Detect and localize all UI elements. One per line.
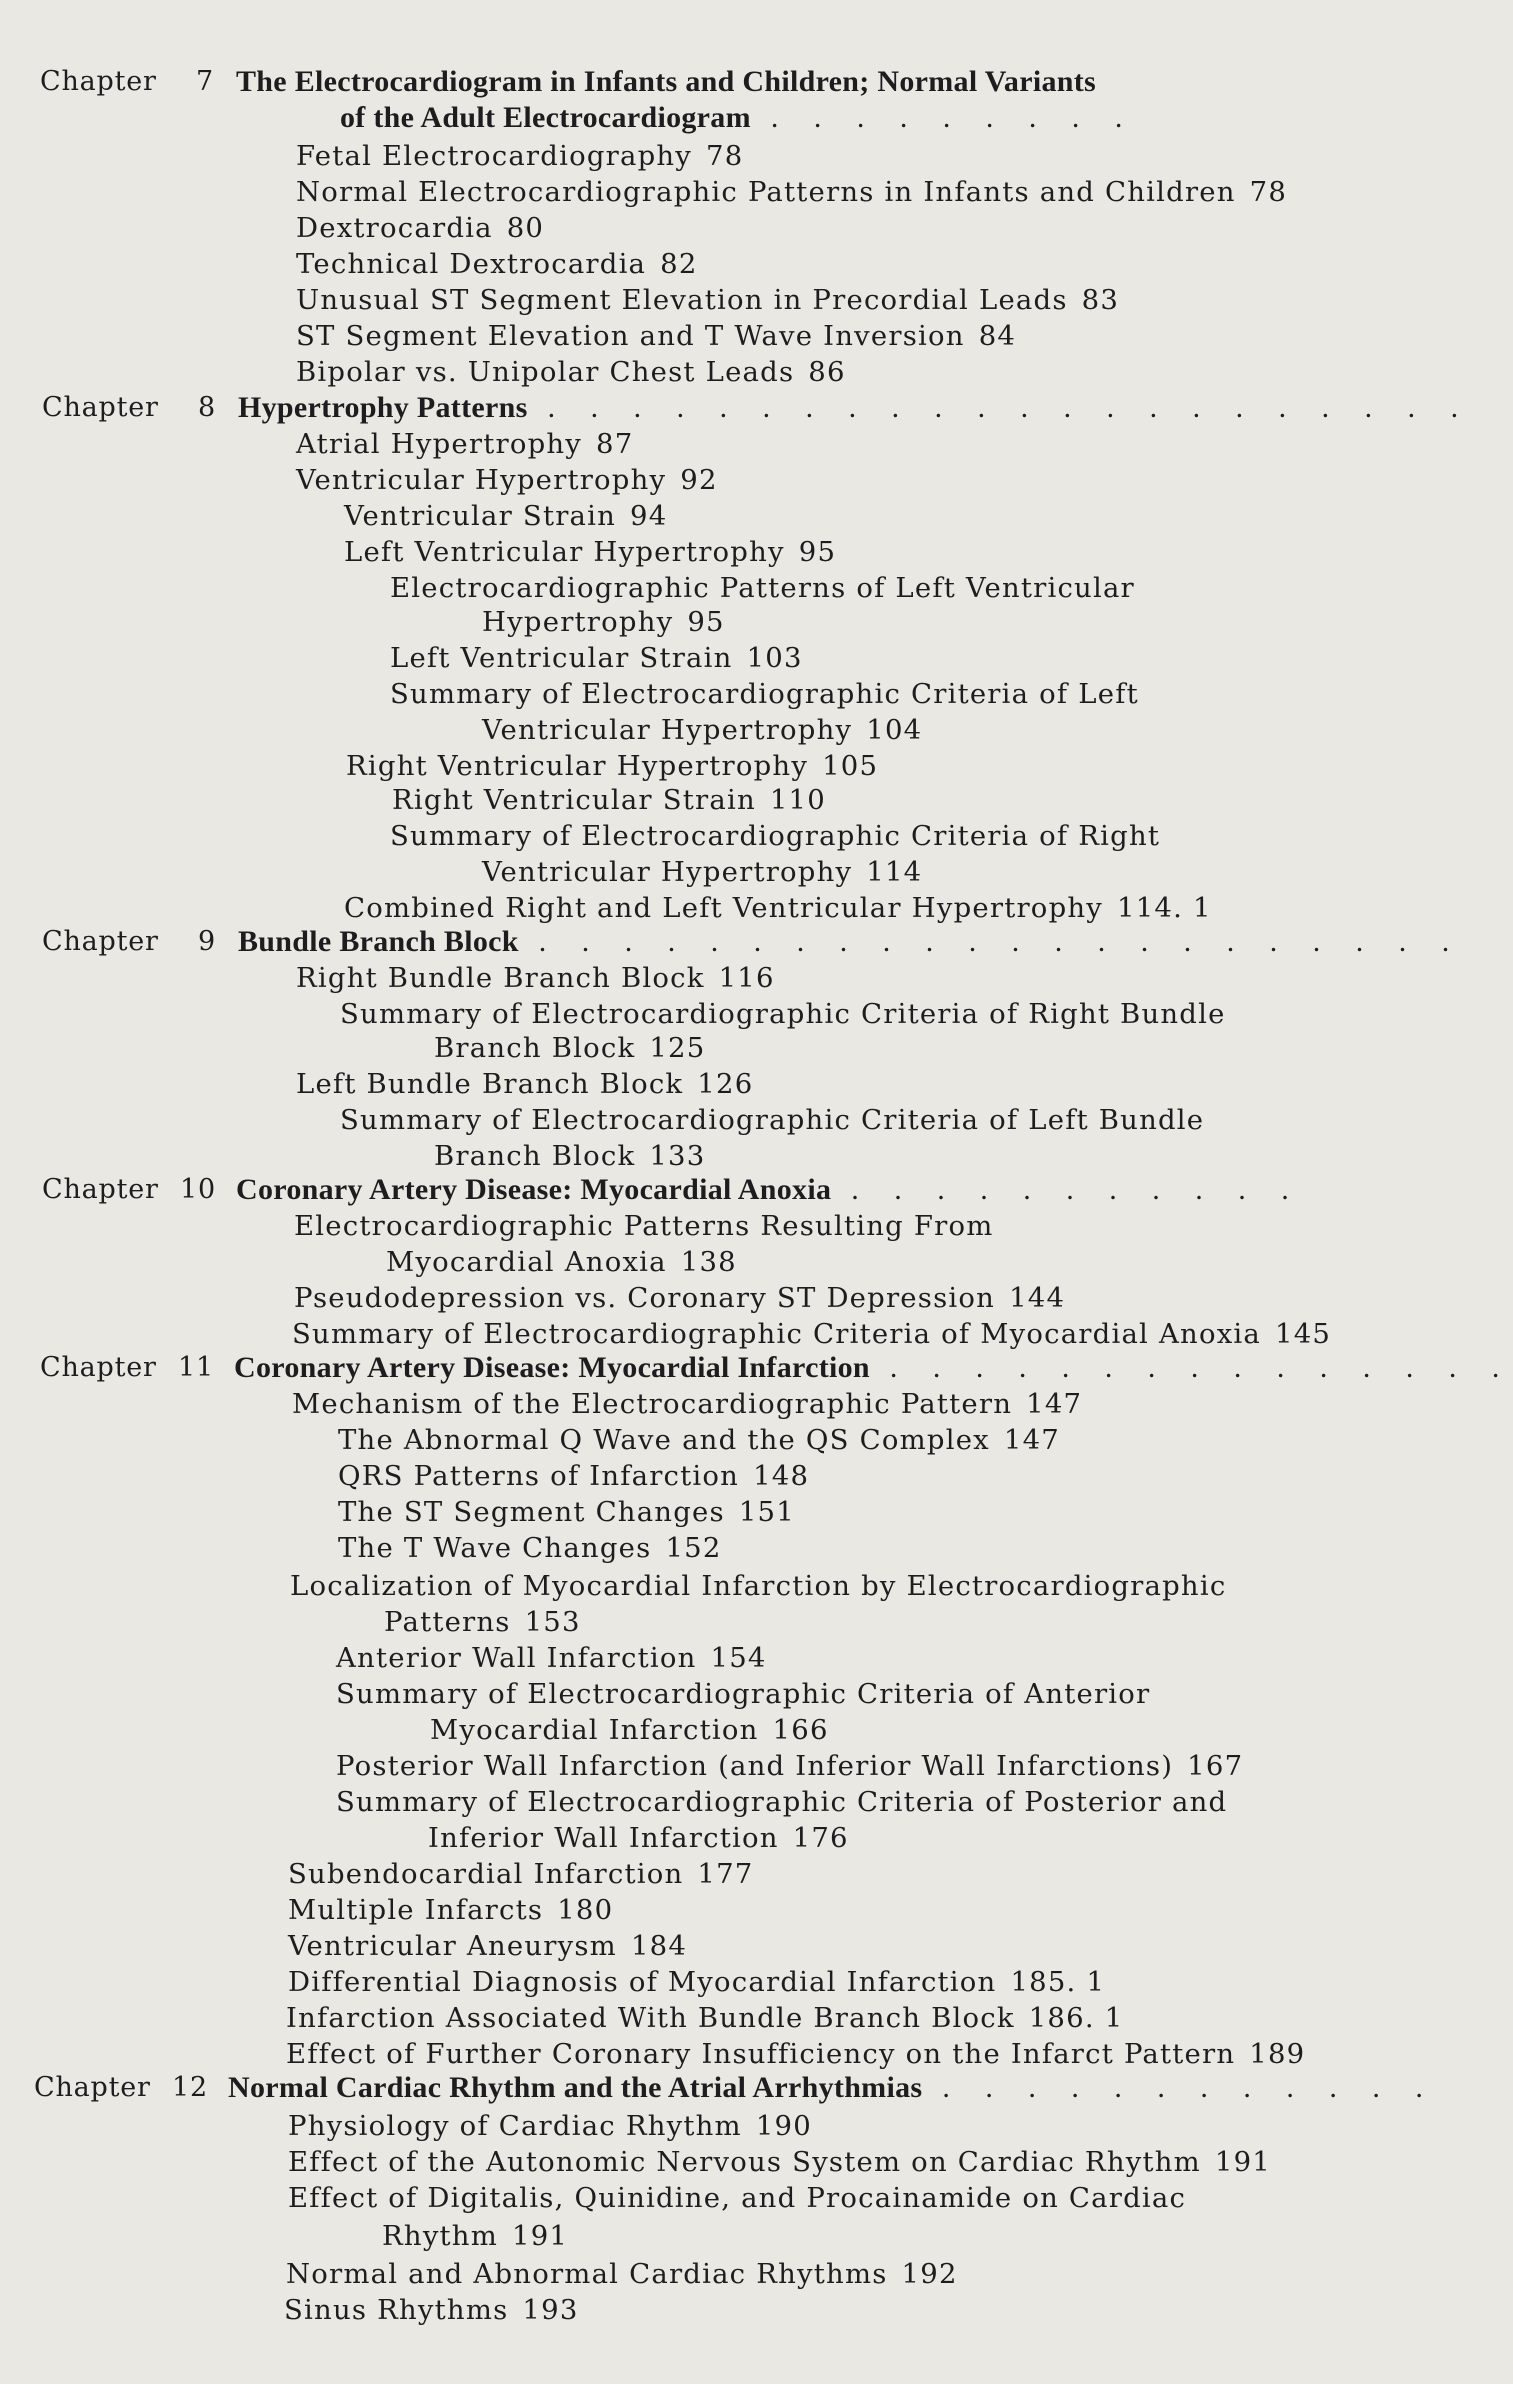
- entry-title-continued: Ventricular Hypertrophy: [482, 856, 853, 888]
- chapter-label: Chapter: [34, 2072, 151, 2103]
- entry-page: 82: [660, 248, 698, 280]
- entry-title: Physiology of Cardiac Rhythm: [288, 2110, 742, 2142]
- entry-page: 151: [738, 1496, 795, 1528]
- entry-title: Technical Dextrocardia: [296, 248, 647, 280]
- entry-page: 193: [522, 2294, 579, 2326]
- entry-page: 192: [901, 2258, 958, 2290]
- dot-leader: . . . . . . . . . . . . . . . . . . . . . .: [547, 391, 1473, 424]
- entry-title: Left Ventricular Strain: [390, 642, 733, 674]
- entry-title-continued: Branch Block: [434, 1032, 636, 1064]
- chapter-number: 12: [172, 2072, 208, 2103]
- dot-leader: . . . . . . . . . . . . . . .: [889, 1351, 1513, 1384]
- entry-page: 184: [630, 1930, 688, 1962]
- entry-title-continued: Branch Block: [434, 1140, 636, 1172]
- entry-title: ST Segment Elevation and T Wave Inversion: [296, 320, 965, 352]
- entry-title: Infarction Associated With Bundle Branch Block: [286, 2002, 1015, 2034]
- entry-title: Atrial Hypertrophy: [296, 428, 583, 460]
- entry-title: Summary of Electrocardiographic Criteria of Left: [390, 678, 1139, 710]
- entry-page: 126: [697, 1068, 754, 1100]
- chapter-title: Coronary Artery Disease: Myocardial Anoxia: [236, 1173, 832, 1206]
- entry-page: 186. 1: [1028, 2002, 1124, 2034]
- entry-title-continued: Rhythm: [382, 2220, 498, 2252]
- chapter-label: Chapter: [42, 392, 159, 423]
- entry-page: 148: [753, 1460, 810, 1492]
- entry-page: 95: [798, 536, 837, 568]
- chapter-number: 7: [196, 66, 214, 97]
- entry-page: 144: [1009, 1282, 1066, 1314]
- entry-title: Left Ventricular Hypertrophy: [344, 536, 785, 568]
- entry-page: 154: [710, 1642, 767, 1674]
- entry-page: 145: [1275, 1318, 1332, 1350]
- chapter-number: 9: [198, 926, 216, 957]
- entry-page: 125: [649, 1032, 706, 1064]
- entry-title: Summary of Electrocardiographic Criteria of Anterior: [336, 1678, 1151, 1710]
- chapter-title: Normal Cardiac Rhythm and the Atrial Arrhythmias: [228, 2071, 923, 2104]
- entry-title-continued: Myocardial Infarction: [430, 1714, 759, 1746]
- entry-title: Mechanism of the Electrocardiographic Pattern: [292, 1388, 1013, 1420]
- entry-page: 177: [697, 1858, 754, 1890]
- entry-page: 191: [512, 2220, 569, 2252]
- entry-title: The Abnormal Q Wave and the QS Complex: [338, 1424, 990, 1456]
- entry-title: Localization of Myocardial Infarction by Electrocardiographic: [290, 1570, 1227, 1602]
- chapter-number: 10: [180, 1174, 216, 1205]
- entry-title: Effect of the Autonomic Nervous System on Cardiac Rhythm: [288, 2146, 1201, 2178]
- entry-title: Summary of Electrocardiographic Criteria of Right: [390, 820, 1161, 852]
- entry-title: Differential Diagnosis of Myocardial Infarction: [288, 1966, 997, 1998]
- chapter-title: Coronary Artery Disease: Myocardial Infarction: [234, 1351, 870, 1384]
- entry-title-continued: Ventricular Hypertrophy: [482, 714, 853, 746]
- entry-title: Ventricular Aneurysm: [288, 1930, 617, 1962]
- entry-title: Summary of Electrocardiographic Criteria of Left Bundle: [340, 1104, 1205, 1136]
- entry-title: Unusual ST Segment Elevation in Precordial Leads: [296, 284, 1068, 316]
- entry-page: 189: [1249, 2038, 1306, 2070]
- entry-page: 133: [649, 1140, 706, 1172]
- chapter-title: Bundle Branch Block: [238, 925, 519, 958]
- entry-title: Effect of Further Coronary Insufficiency on the Infarct Pattern: [286, 2038, 1236, 2070]
- entry-title: Right Bundle Branch Block: [296, 962, 705, 994]
- chapter-number: 11: [178, 1352, 214, 1383]
- entry-title: The T Wave Changes: [338, 1532, 652, 1564]
- entry-title: Bipolar vs. Unipolar Chest Leads: [296, 356, 795, 388]
- entry-title-continued: Hypertrophy: [482, 606, 674, 638]
- entry-title: Summary of Electrocardiographic Criteria of Posterior and: [336, 1786, 1228, 1818]
- entry-title: Summary of Electrocardiographic Criteria of Myocardial Anoxia: [292, 1318, 1262, 1350]
- entry-page: 166: [772, 1714, 829, 1746]
- entry-title-continued: Myocardial Anoxia: [386, 1246, 667, 1278]
- entry-page: 95: [687, 606, 725, 638]
- dot-leader: . . . . . . . . .: [770, 101, 1137, 134]
- entry-title: Ventricular Hypertrophy: [296, 464, 667, 496]
- entry-page: 110: [769, 784, 826, 816]
- entry-title: Electrocardiographic Patterns Resulting From: [294, 1210, 994, 1242]
- entry-title: Ventricular Strain: [344, 500, 617, 532]
- entry-title: Anterior Wall Infarction: [336, 1642, 697, 1674]
- entry-page: 190: [755, 2110, 812, 2142]
- entry-page: 94: [630, 500, 668, 532]
- chapter-number: 8: [198, 392, 216, 423]
- entry-page: 191: [1214, 2146, 1271, 2178]
- chapter-label: Chapter: [42, 926, 159, 957]
- entry-page: 86: [808, 356, 846, 388]
- entry-page: 84: [978, 320, 1017, 352]
- entry-title: Subendocardial Infarction: [288, 1858, 684, 1890]
- entry-title: Dextrocardia: [296, 212, 493, 244]
- entry-title: Normal Electrocardiographic Patterns in Infants and Children: [296, 176, 1236, 208]
- entry-page: 116: [718, 962, 775, 994]
- entry-title: Normal and Abnormal Cardiac Rhythms: [286, 2258, 888, 2290]
- chapter-label: Chapter: [40, 66, 157, 97]
- entry-page: 104: [866, 714, 923, 746]
- chapter-label: Chapter: [40, 1352, 157, 1383]
- entry-page: 180: [557, 1894, 614, 1926]
- entry-title-continued: Patterns: [384, 1606, 511, 1638]
- entry-page: 87: [596, 428, 634, 460]
- entry-page: 152: [665, 1532, 722, 1564]
- entry-page: 147: [1026, 1388, 1083, 1420]
- entry-title: Effect of Digitalis, Quinidine, and Procainamide on Cardiac: [288, 2182, 1187, 2214]
- entry-title: Fetal Electrocardiography: [296, 140, 693, 172]
- entry-title: Sinus Rhythms: [284, 2294, 509, 2326]
- entry-page: 167: [1187, 1750, 1244, 1782]
- entry-page: 78: [1249, 176, 1288, 208]
- entry-title-continued: Inferior Wall Infarction: [428, 1822, 779, 1854]
- dot-leader: . . . . . . . . . . . . . . . . . . . . . .: [538, 925, 1464, 958]
- entry-title: Multiple Infarcts: [288, 1894, 544, 1926]
- entry-title: Combined Right and Left Ventricular Hypertrophy: [344, 892, 1104, 924]
- entry-page: 185. 1: [1010, 1966, 1106, 1998]
- chapter-label: Chapter: [42, 1174, 159, 1205]
- chapter-title-continued: of the Adult Electrocardiogram: [340, 101, 751, 134]
- entry-page: 80: [506, 212, 545, 244]
- chapter-title: Hypertrophy Patterns: [238, 391, 528, 424]
- entry-page: 78: [706, 140, 744, 172]
- entry-title: Right Ventricular Hypertrophy: [346, 750, 809, 782]
- entry-page: 92: [680, 464, 718, 496]
- entry-title: Posterior Wall Infarction (and Inferior Wall Infarctions): [336, 1750, 1174, 1782]
- entry-page: 103: [746, 642, 803, 674]
- dot-leader: . . . . . . . . . . . .: [942, 2071, 1437, 2104]
- entry-title: The ST Segment Changes: [338, 1496, 725, 1528]
- entry-page: 147: [1003, 1424, 1060, 1456]
- entry-page: 83: [1081, 284, 1120, 316]
- entry-title: Right Ventricular Strain: [392, 784, 756, 816]
- chapter-title: The Electrocardiogram in Infants and Children; Normal Variants: [236, 65, 1097, 98]
- entry-page: 105: [822, 750, 879, 782]
- entry-title: Pseudodepression vs. Coronary ST Depression: [294, 1282, 996, 1314]
- entry-page: 138: [680, 1246, 737, 1278]
- entry-title: QRS Patterns of Infarction: [338, 1460, 740, 1492]
- entry-title: Electrocardiographic Patterns of Left Ventricular: [390, 572, 1135, 604]
- entry-page: 114. 1: [1117, 892, 1212, 924]
- entry-title: Summary of Electrocardiographic Criteria of Right Bundle: [340, 998, 1226, 1030]
- entry-title: Left Bundle Branch Block: [296, 1068, 684, 1100]
- entry-page: 176: [792, 1822, 849, 1854]
- entry-page: 153: [524, 1606, 581, 1638]
- dot-leader: . . . . . . . . . . .: [851, 1173, 1303, 1206]
- entry-page: 114: [866, 856, 923, 888]
